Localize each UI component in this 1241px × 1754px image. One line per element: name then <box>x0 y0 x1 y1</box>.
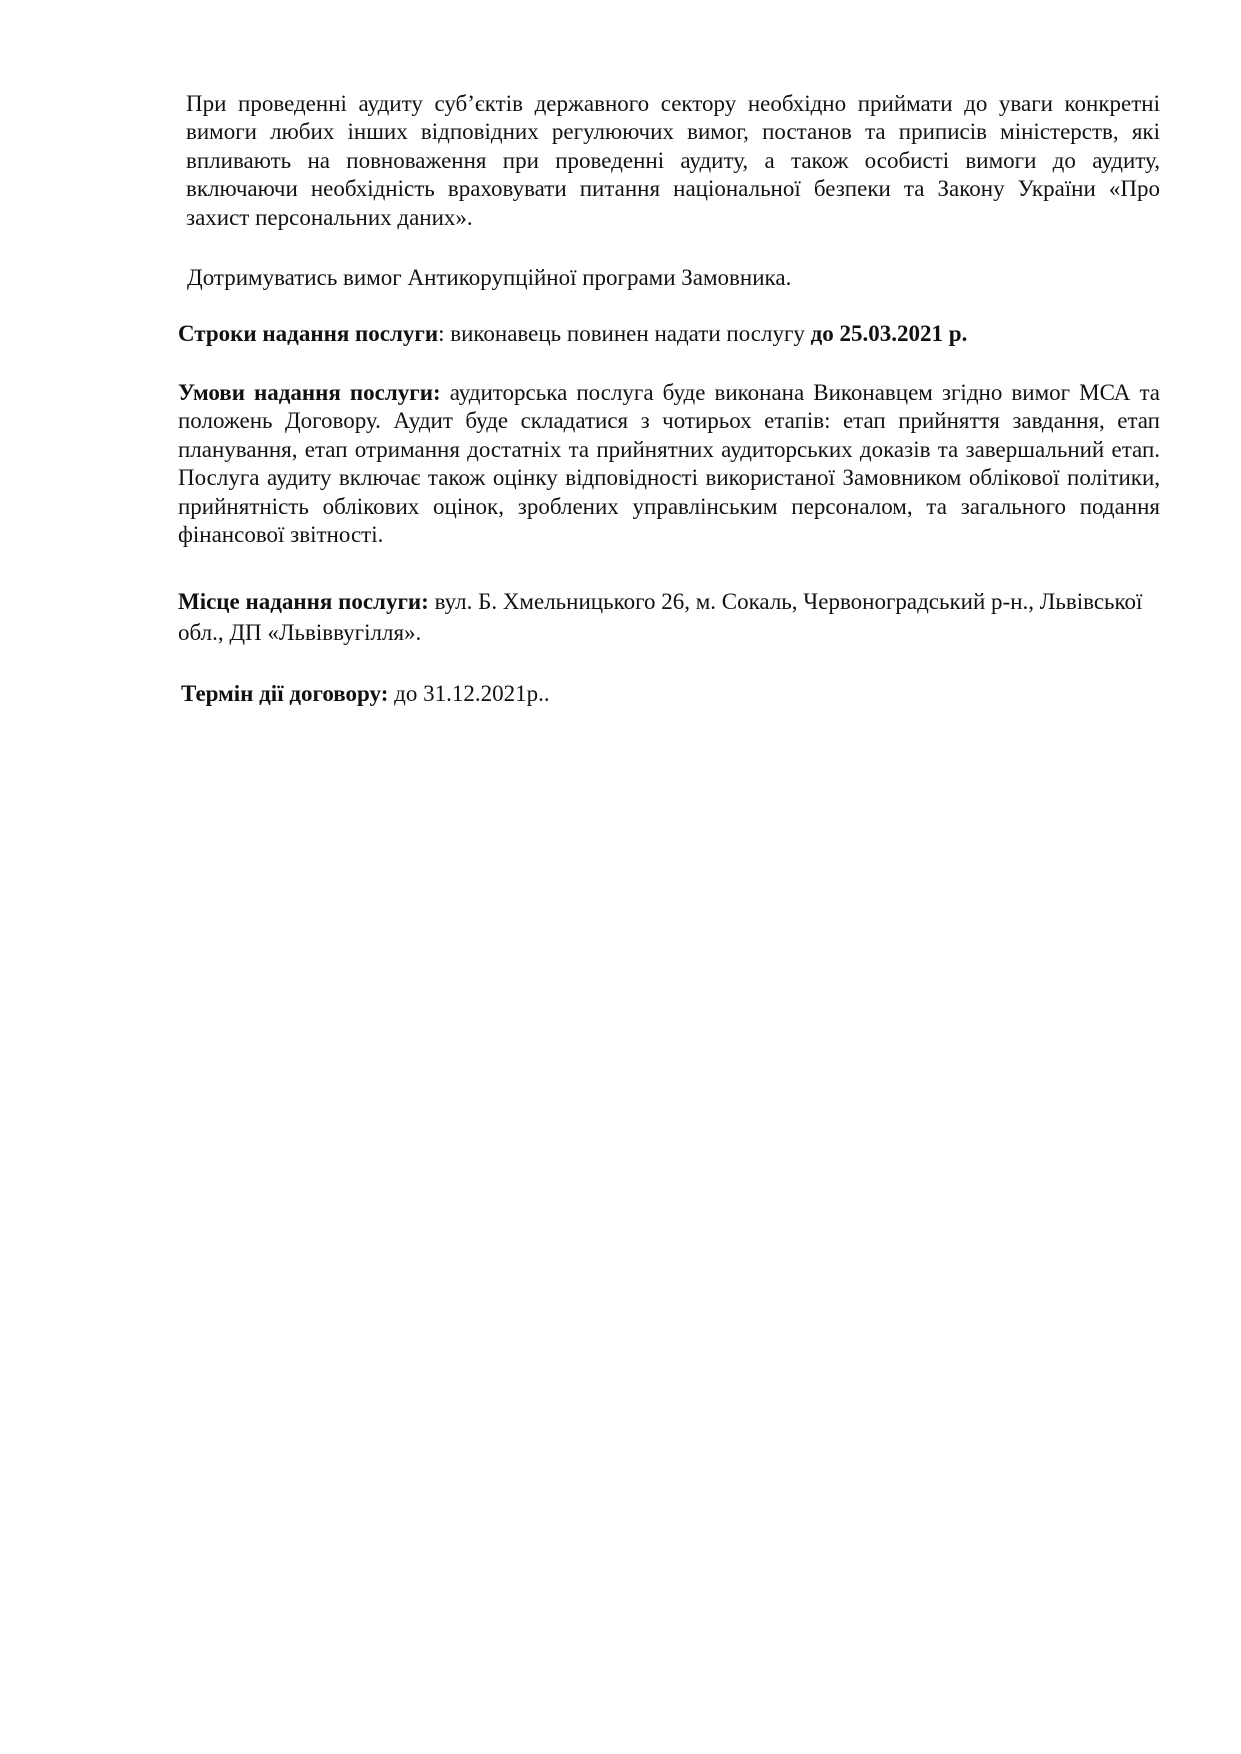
service-place-label: Місце надання послуги: <box>178 589 429 614</box>
paragraph-service-place <box>178 586 1160 648</box>
paragraph-audit-requirements <box>186 90 1160 232</box>
paragraph-service-terms <box>178 379 1160 549</box>
service-place-text: вул. Б. Хмельницького 26, м. Сокаль, Червоноградський р-н., Львівської обл., ДП «Львіввугілля». <box>178 589 1143 645</box>
service-deadline-date: до 25.03.2021 р. <box>810 321 968 346</box>
audit-requirements-text: При проведенні аудиту суб’єктів державного сектору необхідно приймати до уваги конкретні вимоги любих інших відповідних регулюючих вимог, постанов та приписів міністерств, які впливають на повноваження при проведенні аудиту, а також особисті вимоги до аудиту, включаючи необхідність враховувати питання національної безпеки та Закону України «Про захист персональних даних». <box>186 91 1160 230</box>
anticorruption-text: Дотримуватись вимог Антикорупційної програми Замовника. <box>187 265 792 290</box>
service-deadline-label: Строки надання послуги <box>178 321 439 346</box>
service-terms-text: аудиторська послуга буде виконана Виконавцем згідно вимог МСА та положень Договору. Аудит буде складатися з чотирьох етапів: етап прийняття завдання, етап планування, етап отримання достатніх та прийнятних аудиторських доказів та завершальний етап. Послуга аудиту включає також оцінку відповідності використаної Замовником облікової політики, прийнятність облікових оцінок, зроблених управлінським персоналом, та загального подання фінансової звітності. <box>178 380 1160 548</box>
service-terms-label: Умови надання послуги: <box>178 380 441 405</box>
contract-term-label: Термін дії договору: <box>181 681 389 706</box>
paragraph-anticorruption <box>187 264 791 292</box>
paragraph-service-deadline <box>178 320 967 348</box>
contract-term-text: до 31.12.2021р.. <box>388 681 550 706</box>
service-deadline-text: : виконавець повинен надати послугу <box>438 321 811 346</box>
paragraph-contract-term <box>181 680 550 708</box>
